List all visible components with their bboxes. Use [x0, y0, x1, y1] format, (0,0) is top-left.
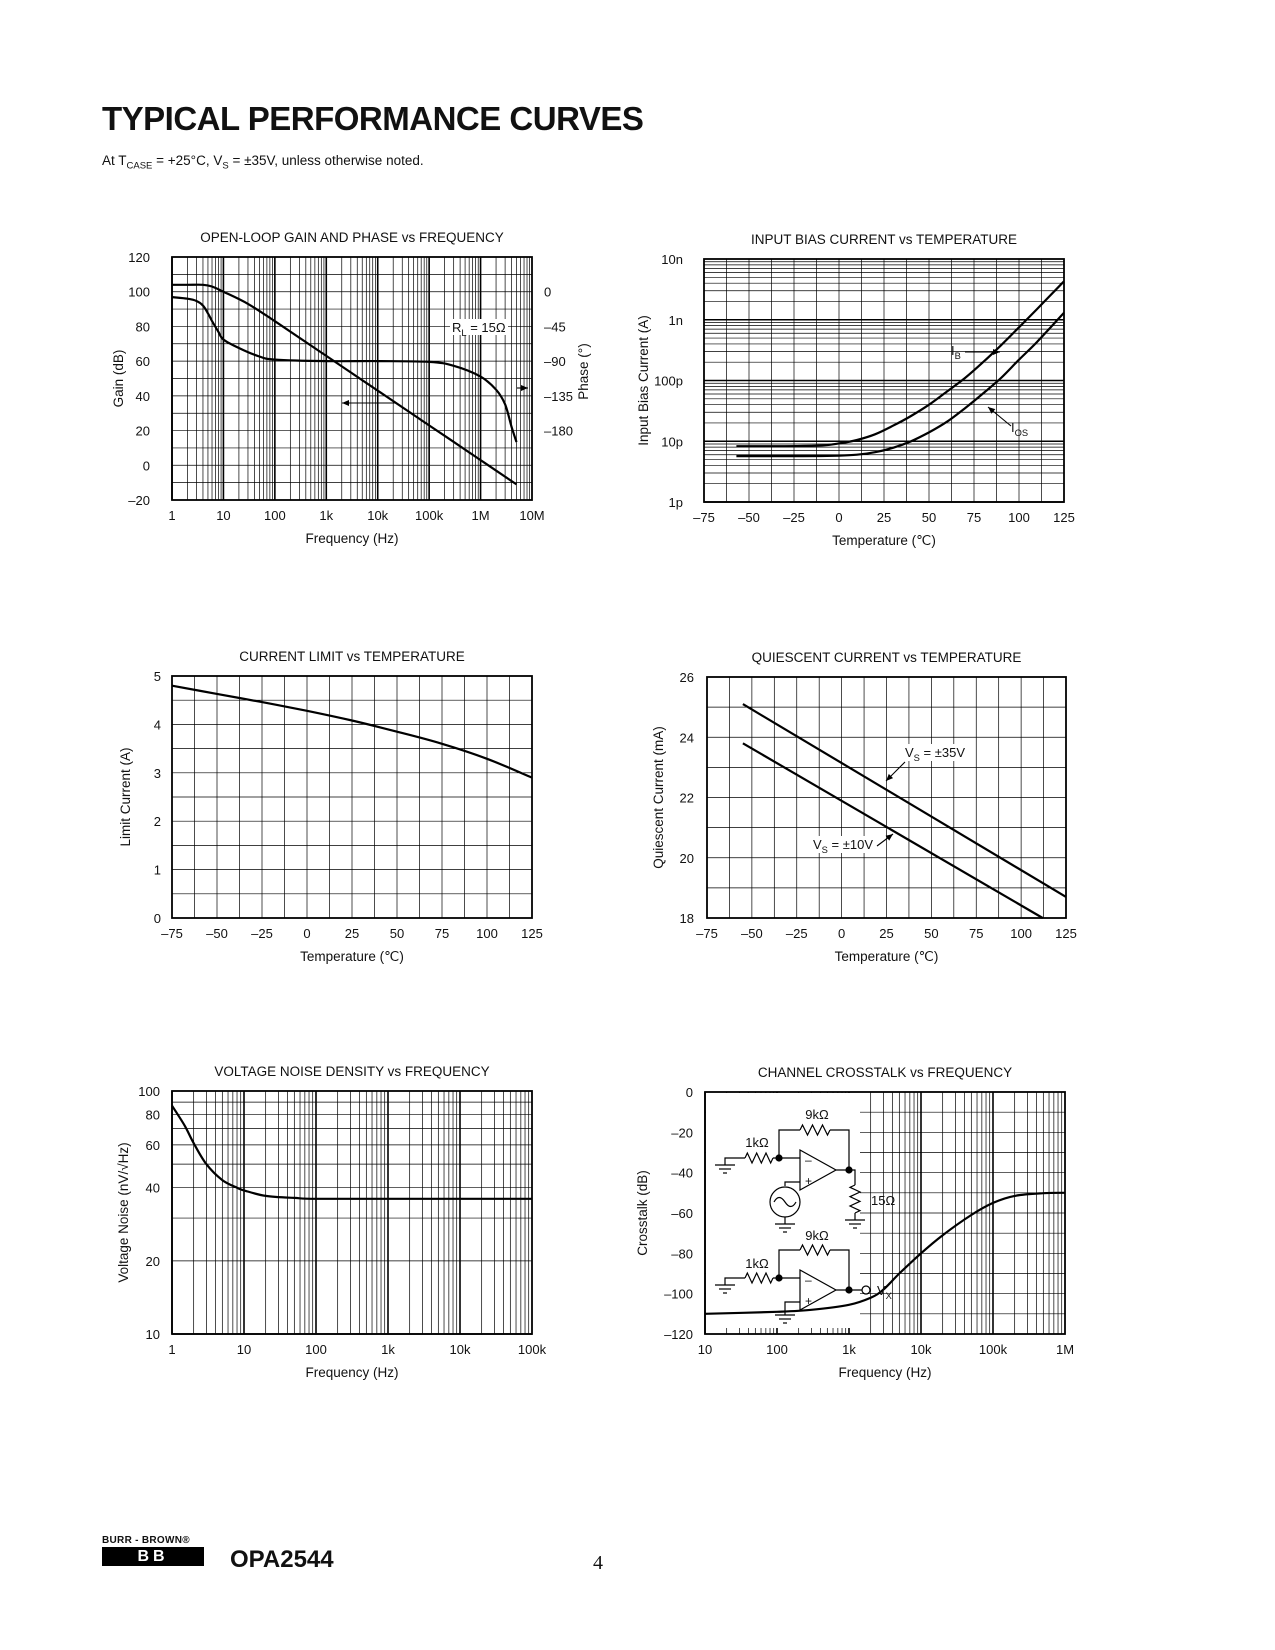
chart-bias [636, 232, 1075, 548]
x-axis-label: Frequency (Hz) [305, 1365, 399, 1380]
schematic-inset [706, 1093, 860, 1328]
y2-tick-label: –180 [544, 423, 573, 439]
x-axis-label: Temperature (℃) [300, 949, 404, 964]
y-tick-label: –40 [671, 1165, 693, 1181]
y-axis-label: Crosstalk (dB) [635, 1170, 650, 1256]
y-tick-label: 18 [679, 911, 694, 926]
vs10-label: $V_S = \pm 10V$ [813, 837, 873, 855]
x-tick-label: 100 [1008, 510, 1030, 525]
x-tick-label: 10M [519, 508, 545, 523]
x-tick-label: 100k [415, 508, 444, 523]
y-tick-label: 0 [685, 1085, 693, 1100]
y-tick-label: 1p [668, 495, 683, 510]
arrowhead [342, 400, 349, 406]
logo-brand-text: BURR - BROWN® [102, 1535, 190, 1546]
y-tick-label: 10p [661, 434, 683, 450]
x-tick-label: 1 [168, 508, 176, 523]
x-tick-label: –25 [785, 926, 808, 941]
x-axis-label: Frequency (Hz) [305, 531, 399, 546]
y-tick-label: 0 [153, 911, 161, 926]
part-number: OPA2544 [230, 1546, 334, 1573]
y2-axis-label: Phase (°) [576, 343, 591, 400]
y-tick-label: 24 [679, 730, 694, 746]
y2-tick-label: –135 [544, 388, 573, 404]
x-tick-label: 25 [876, 510, 892, 525]
chart-quiescent [651, 650, 1077, 964]
vs35-line [743, 704, 1066, 897]
chart-title: QUIESCENT CURRENT vs TEMPERATURE [751, 650, 1022, 665]
x-tick-label: 100 [476, 926, 498, 941]
bottom-feedback-resistor-label: 9kΩ [805, 1228, 829, 1243]
x-tick-label: –50 [738, 510, 760, 525]
chart-title: CURRENT LIMIT vs TEMPERATURE [239, 649, 465, 664]
x-tick-label: 50 [921, 510, 937, 525]
x-axis-label: Frequency (Hz) [838, 1365, 932, 1380]
chart-title: INPUT BIAS CURRENT vs TEMPERATURE [750, 232, 1018, 247]
x-tick-label: 0 [303, 926, 311, 941]
x-tick-label: 100k [517, 1342, 547, 1357]
bottom-input-resistor-label: 1kΩ [745, 1256, 769, 1271]
y2-tick-label: –45 [544, 319, 566, 335]
chart-openloop [111, 230, 591, 546]
x-tick-label: 1M [471, 508, 490, 523]
y-tick-label: 26 [679, 670, 694, 685]
y-tick-label: –20 [128, 493, 150, 508]
x-tick-label: –50 [741, 926, 763, 941]
test-conditions: At $T_{CASE} = +25^\circ C$, $V_S = \pm 35V$, unless otherwise noted. [102, 153, 424, 172]
chart-noise [116, 1064, 547, 1380]
x-tick-label: –25 [251, 926, 273, 941]
x-tick-label: 125 [1053, 510, 1075, 525]
x-tick-label: 100 [766, 1342, 788, 1357]
opamp-minus-sign: – [805, 1273, 812, 1287]
chart-title: VOLTAGE NOISE DENSITY vs FREQUENCY [214, 1064, 490, 1079]
x-tick-label: 100 [264, 508, 286, 523]
y-tick-label: 40 [135, 388, 150, 404]
y-tick-label: –60 [671, 1206, 693, 1221]
y-tick-label: 80 [145, 1107, 160, 1123]
x-tick-label: 10k [910, 1342, 932, 1357]
chart-crosstalk [635, 1065, 1074, 1380]
y-tick-label: 22 [679, 790, 694, 806]
x-tick-label: 75 [969, 926, 984, 941]
y-tick-label: –20 [671, 1125, 693, 1141]
x-tick-label: –75 [161, 926, 183, 941]
y-axis-label: Gain (dB) [111, 349, 126, 408]
x-tick-label: 1k [319, 508, 334, 523]
x-tick-label: 10k [367, 508, 389, 523]
ios-label: $I_{OS}$ [1011, 420, 1029, 438]
x-tick-label: 1k [842, 1342, 856, 1357]
chart-climit [118, 649, 543, 964]
x-tick-label: 50 [389, 926, 405, 941]
x-tick-label: 100 [1010, 926, 1032, 941]
y-tick-label: 100 [138, 1084, 160, 1099]
y-tick-label: 10n [661, 252, 683, 267]
x-tick-label: 75 [434, 926, 450, 941]
x-tick-label: 10 [216, 508, 231, 523]
y-tick-label: 4 [153, 717, 161, 733]
vs10-line [743, 743, 1043, 918]
x-tick-label: 0 [838, 926, 846, 941]
chart-title: CHANNEL CROSSTALK vs FREQUENCY [757, 1065, 1013, 1080]
y-axis-label: Quiescent Current (mA) [651, 726, 666, 869]
top-input-resistor-label: 1kΩ [745, 1135, 769, 1150]
x-tick-label: 10 [236, 1342, 252, 1357]
x-tick-label: 25 [344, 926, 360, 941]
opamp-plus-sign: + [805, 1174, 813, 1188]
page-title: TYPICAL PERFORMANCE CURVES [102, 100, 644, 137]
page-number: 4 [593, 1552, 603, 1574]
y-tick-label: 5 [153, 669, 161, 684]
vx-terminal [862, 1286, 870, 1294]
x-tick-label: 25 [879, 926, 894, 941]
y-tick-label: 100p [654, 373, 683, 389]
vx-label: $V_X$ [877, 1283, 892, 1301]
y-tick-label: 0 [142, 458, 150, 474]
y-axis-label: Limit Current (A) [118, 747, 133, 847]
y-axis-label: Input Bias Current (A) [636, 315, 651, 446]
x-axis-label: Temperature (℃) [832, 533, 936, 548]
x-tick-label: 10 [697, 1342, 713, 1357]
y-tick-label: 10 [145, 1327, 160, 1342]
x-tick-label: 1k [381, 1342, 395, 1357]
plot-frame [172, 1091, 532, 1334]
y-tick-label: 60 [145, 1137, 160, 1153]
burr-brown-logo [102, 1535, 204, 1566]
y-tick-label: 60 [135, 354, 150, 370]
y-tick-label: –120 [664, 1327, 693, 1342]
y-tick-label: 80 [135, 319, 150, 335]
load-resistor-label: 15Ω [871, 1193, 896, 1208]
y2-tick-label: –90 [544, 354, 566, 370]
x-tick-label: 1M [1055, 1342, 1075, 1357]
ib-label: $I_B$ [951, 343, 961, 361]
x-tick-label: 0 [835, 510, 843, 525]
x-tick-label: 125 [521, 926, 543, 941]
x-tick-label: 10k [449, 1342, 471, 1357]
x-tick-label: 75 [966, 510, 982, 525]
bottom-output-junction [846, 1287, 852, 1293]
x-tick-label: 125 [1055, 926, 1077, 941]
top-feedback-resistor-label: 9kΩ [805, 1107, 829, 1122]
logo-mark: BB [102, 1547, 204, 1566]
x-tick-label: 100 [305, 1342, 327, 1357]
x-tick-label: –75 [693, 510, 715, 525]
noise-curve [172, 1106, 532, 1199]
x-tick-label: 50 [924, 926, 939, 941]
y-tick-label: –80 [671, 1246, 693, 1262]
y-tick-label: 120 [128, 250, 150, 265]
y2-tick-label: 0 [544, 284, 552, 300]
y-tick-label: 20 [135, 423, 150, 439]
opamp-plus-sign: + [805, 1294, 813, 1308]
opamp-minus-sign: – [805, 1153, 812, 1167]
y-tick-label: 20 [145, 1253, 160, 1269]
rl-annotation: $R_L = 15\Omega$ [452, 320, 506, 338]
x-tick-label: –75 [696, 926, 718, 941]
y-tick-label: 40 [145, 1180, 160, 1196]
x-axis-label: Temperature (℃) [834, 949, 939, 964]
x-tick-label: 1 [168, 1342, 176, 1357]
top-output-junction [846, 1167, 852, 1173]
y-tick-label: 2 [153, 814, 161, 830]
x-tick-label: –50 [206, 926, 228, 941]
vs35-label: $V_S = \pm 35V$ [905, 745, 965, 763]
y-tick-label: 100 [128, 284, 150, 300]
y-axis-label: Voltage Noise (nV/√Hz) [116, 1142, 131, 1283]
x-tick-label: 100k [978, 1342, 1008, 1357]
y-tick-label: 1 [153, 862, 161, 878]
y-tick-label: 3 [153, 765, 161, 781]
x-tick-label: –25 [783, 510, 805, 525]
y-tick-label: –100 [664, 1286, 693, 1302]
chart-title: OPEN-LOOP GAIN AND PHASE vs FREQUENCY [200, 230, 504, 245]
y-tick-label: 20 [679, 850, 694, 866]
y-tick-label: 1n [668, 312, 683, 328]
